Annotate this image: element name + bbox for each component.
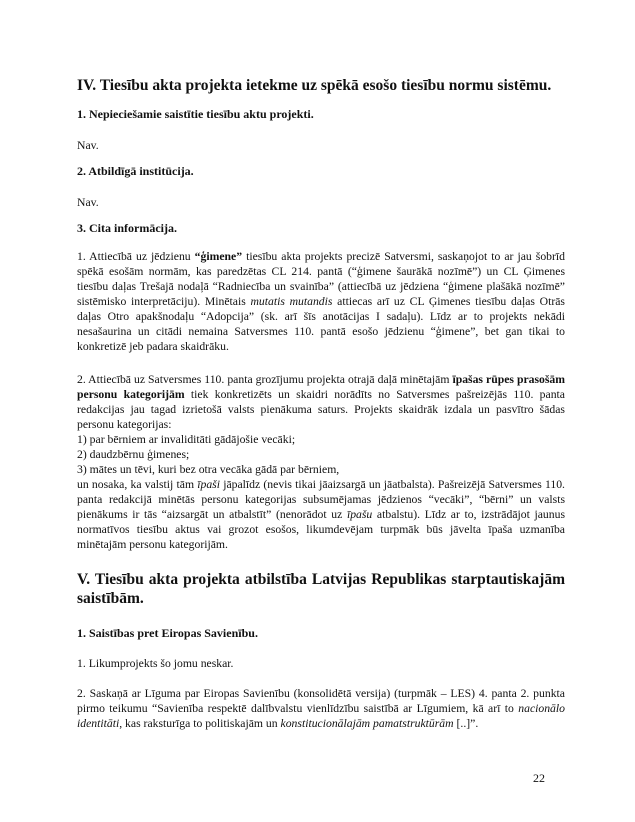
list-item: 1) par bērniem ar invaliditāti gādājošie vecāki; xyxy=(77,433,296,446)
list-item: 2) daudzbērnu ģimenes; xyxy=(77,448,190,461)
subsection-responsible-institution-body: Nav. xyxy=(77,196,99,209)
section-iv-heading: IV. Tiesību akta projekta ietekme uz spēkā esošo tiesību normu sistēmu. xyxy=(77,77,552,94)
special-care-categories-paragraph: 2. Attiecībā uz Satversmes 110. panta grozījumu projekta otrajā daļā minētajām īpašas rūpes prasošām personu kategorijām tiek konkretizēts un skaidri norādīts no Satversmes pašreizējās 110. panta redakcijas jau tagad izrietošā valsts pienākuma saturs. Projekts skaidrāk izdala un pasvītro šādas personu kategorijas: 1) par bērniem ar invaliditāti gādājošie vecāki; 2) daudzbērnu ģimenes; 3) mātes un tēvi, kuri bez otra vecāka gādā par bērniem, un nosaka, ka valstij tām īpaši jāpalīdz (nevis tikai jāaizsargā un jāatbalsta). Pašreizējā Satversmes 110. panta redakcijā minētās personu kategorijas subsumējamas jēdzienos “vecāki”, “bērni” un valsts pienākums ir tās “aizsargāt un atbalstīt” (nenorādot uz īpašu atbalstu). Līdz ar to, izstrādājot jaunus normatīvos tiesību aktus vai grozot esošos, likumdevējam turpmāk būs jāvelta īpaša uzmanība minētajām personu kategorijām. xyxy=(77,373,566,551)
list-item: 3) mātes un tēvi, kuri bez otra vecāka gādā par bērniem, xyxy=(77,463,340,476)
subsection-eu-obligations-title: 1. Saistības pret Eiropas Savienību. xyxy=(77,626,258,640)
subsection-related-drafts-body: Nav. xyxy=(77,139,99,152)
teu-article-paragraph: 2. Saskaņā ar Līguma par Eiropas Savienību (konsolidētā versija) (turpmāk – LES) 4. panta 2. punkta pirmo teikumu “Savienība respektē dalībvalstu vienlīdzību saistībā ar Līgumiem, kā arī to nacionālo identitāti, kas raksturīga to politiskajām un konstitucionālajām pamatstruktūrām [..]”. xyxy=(77,687,565,730)
family-concept-paragraph: 1. Attiecībā uz jēdzienu “ģimene” tiesību akta projekts precizē Satversmi, saskaņojot to ar jau šobrīd spēkā esošām normām, kas paredzētas CL 214. pantā (“ģimene šaurākā nozīmē”) un CL Ģimenes tiesību daļas Trešajā nodaļā “Radniecība un svainība” (attiecībā uz jēdziena “ģimene plašākā nozīmē” sistēmisko interpretāciju). Minētais mutatis mutandis attiecas arī uz CL Ģimenes tiesību daļas Otrās daļas Otro apakšnodaļu “Adopcija” (sk. arī šīs anotācijas I sadaļu). Līdz ar to projekts nekādi nesašaurina un citādi nemaina Satversmes 110. pantā esošo jēdzienu “ģimene”, bet gan tikai to konkretizē jeb padara skaidrāku. xyxy=(77,250,565,353)
section-v-heading: V. Tiesību akta projekta atbilstība Latvijas Republikas starptautiskajām saistībām. xyxy=(77,571,565,607)
page-number: 22 xyxy=(533,771,545,785)
subsection-responsible-institution-title: 2. Atbildīgā institūcija. xyxy=(77,164,194,178)
eu-scope-paragraph: 1. Likumprojekts šo jomu neskar. xyxy=(77,657,234,670)
subsection-other-info-title: 3. Cita informācija. xyxy=(77,221,177,235)
subsection-related-drafts-title: 1. Nepieciešamie saistītie tiesību aktu projekti. xyxy=(77,107,314,121)
